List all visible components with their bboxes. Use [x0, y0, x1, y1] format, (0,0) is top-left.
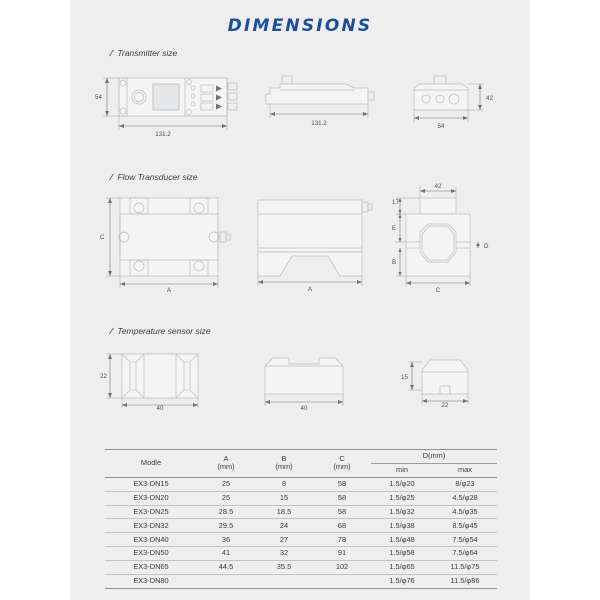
cell-model: EX3-DN25 [105, 505, 197, 519]
cell-dmin: 1.5/φ20 [371, 477, 433, 491]
header-b-letter: B [281, 453, 287, 463]
cell-a: 41 [197, 547, 255, 561]
cell-dmin: 1.5/φ76 [371, 575, 433, 589]
dim-transducer-wall: D [484, 243, 489, 250]
cell-a: 25 [197, 491, 255, 505]
table-row [105, 519, 497, 533]
cell-c: 68 [313, 519, 371, 533]
dim-transmitter-width: 131.2 [155, 131, 171, 138]
header-d-group: D(mm) [371, 450, 497, 464]
cell-dmin: 1.5/φ32 [371, 505, 433, 519]
header-c [313, 450, 371, 478]
header-b [255, 450, 313, 478]
table-row [105, 561, 497, 575]
dim-transducer-neck: 17 [392, 199, 399, 206]
table-row [105, 547, 497, 561]
drawing-transducer-end [392, 180, 517, 292]
cell-b [255, 575, 313, 589]
cell-dmax: 11.5/φ86 [433, 575, 497, 589]
cell-c [313, 575, 371, 589]
page-title: DIMENSIONS [227, 16, 373, 36]
cell-a: 29.5 [197, 519, 255, 533]
dim-tempsensor-end-height: 15 [401, 374, 408, 381]
dim-transmitter-end-width: 54 [437, 123, 445, 130]
drawing-transmitter-front [95, 70, 255, 136]
header-d-max: max [433, 463, 497, 477]
dim-transducer-side-width: A [307, 286, 313, 293]
cell-dmax: 11.5/φ75 [433, 561, 497, 575]
table-header-row-top [105, 450, 497, 464]
section-heading-transmitter [110, 48, 177, 58]
table-row [105, 575, 497, 589]
dim-transducer-top-width: 42 [434, 183, 442, 190]
cell-c: 91 [313, 547, 371, 561]
table-row [105, 491, 497, 505]
dim-tempsensor-height: 22 [100, 373, 107, 380]
drawing-tempsensor-front [100, 348, 230, 410]
cell-a: 25 [197, 477, 255, 491]
header-a [197, 450, 255, 478]
header-model: Modle [105, 450, 197, 478]
cell-b: 24 [255, 519, 313, 533]
cell-dmin: 1.5/φ48 [371, 533, 433, 547]
cell-a [197, 575, 255, 589]
cell-model: EX3-DN20 [105, 491, 197, 505]
cell-dmax: 7.5/φ54 [433, 533, 497, 547]
dim-transmitter-end-height: 42 [486, 95, 493, 102]
dim-transducer-lower: B [392, 259, 397, 266]
section-label-transmitter: Transmitter size [117, 48, 178, 58]
cell-a: 28.5 [197, 505, 255, 519]
cell-dmin: 1.5/φ58 [371, 547, 433, 561]
cell-dmin: 1.5/φ65 [371, 561, 433, 575]
drawing-transmitter-side [258, 70, 388, 130]
slash-marker-icon: / [108, 48, 114, 58]
header-c-letter: C [339, 453, 345, 463]
cell-b: 15 [255, 491, 313, 505]
cell-c: 58 [313, 477, 371, 491]
dim-transmitter-side-width: 131.2 [311, 120, 327, 127]
cell-dmax: 4.5/φ28 [433, 491, 497, 505]
cell-dmax: 8.5/φ45 [433, 519, 497, 533]
cell-model: EX3-DN32 [105, 519, 197, 533]
drawing-tempsensor-end [398, 348, 508, 410]
cell-model: EX3-DN50 [105, 547, 197, 561]
cell-b: 18.5 [255, 505, 313, 519]
cell-a: 36 [197, 533, 255, 547]
table-row [105, 505, 497, 519]
header-a-letter: A [223, 453, 229, 463]
dim-tempsensor-end-width: 22 [441, 402, 449, 409]
cell-c: 102 [313, 561, 371, 575]
cell-dmax: 8/φ23 [433, 477, 497, 491]
header-b-unit: (mm) [275, 462, 293, 472]
cell-b: 8 [255, 477, 313, 491]
dim-transducer-upper: E [392, 225, 397, 232]
cell-c: 58 [313, 491, 371, 505]
cell-dmax: 4.5/φ35 [433, 505, 497, 519]
cell-model: EX3-DN40 [105, 533, 197, 547]
cell-c: 78 [313, 533, 371, 547]
drawing-transducer-side [250, 192, 390, 292]
cell-model: EX3-DN80 [105, 575, 197, 589]
dim-transmitter-height: 54 [95, 94, 102, 101]
drawing-transducer-top [100, 192, 245, 292]
header-a-unit: (mm) [217, 462, 235, 472]
section-label-flow-transducer: Flow Transducer size [117, 172, 198, 182]
cell-b: 32 [255, 547, 313, 561]
specification-table-wrapper [105, 449, 497, 589]
cell-a: 44.5 [197, 561, 255, 575]
cell-b: 27 [255, 533, 313, 547]
dim-transducer-height: C [100, 234, 105, 241]
slash-marker-icon: / [108, 326, 114, 336]
cell-model: EX3-DN15 [105, 477, 197, 491]
specification-table [105, 449, 497, 589]
section-label-temperature-sensor: Temperature sensor size [117, 326, 211, 336]
cell-model: EX3-DN65 [105, 561, 197, 575]
table-row [105, 533, 497, 547]
table-row [105, 477, 497, 491]
section-heading-temperature-sensor [110, 326, 211, 336]
cell-c: 58 [313, 505, 371, 519]
drawing-transmitter-end [400, 70, 510, 130]
cell-b: 35.5 [255, 561, 313, 575]
header-d-min: min [371, 463, 433, 477]
header-c-unit: (mm) [333, 462, 351, 472]
dim-tempsensor-side-width: 40 [300, 405, 308, 412]
table-body [105, 477, 497, 588]
cell-dmin: 1.5/φ25 [371, 491, 433, 505]
cell-dmin: 1.5/φ38 [371, 519, 433, 533]
dim-tempsensor-width: 40 [156, 405, 164, 412]
slash-marker-icon: / [108, 172, 114, 182]
drawing-tempsensor-side [255, 348, 375, 410]
cell-dmax: 7.5/φ64 [433, 547, 497, 561]
dim-transducer-end-width: C [435, 287, 441, 294]
dim-transducer-width: A [166, 287, 172, 294]
section-heading-flow-transducer [110, 172, 198, 182]
